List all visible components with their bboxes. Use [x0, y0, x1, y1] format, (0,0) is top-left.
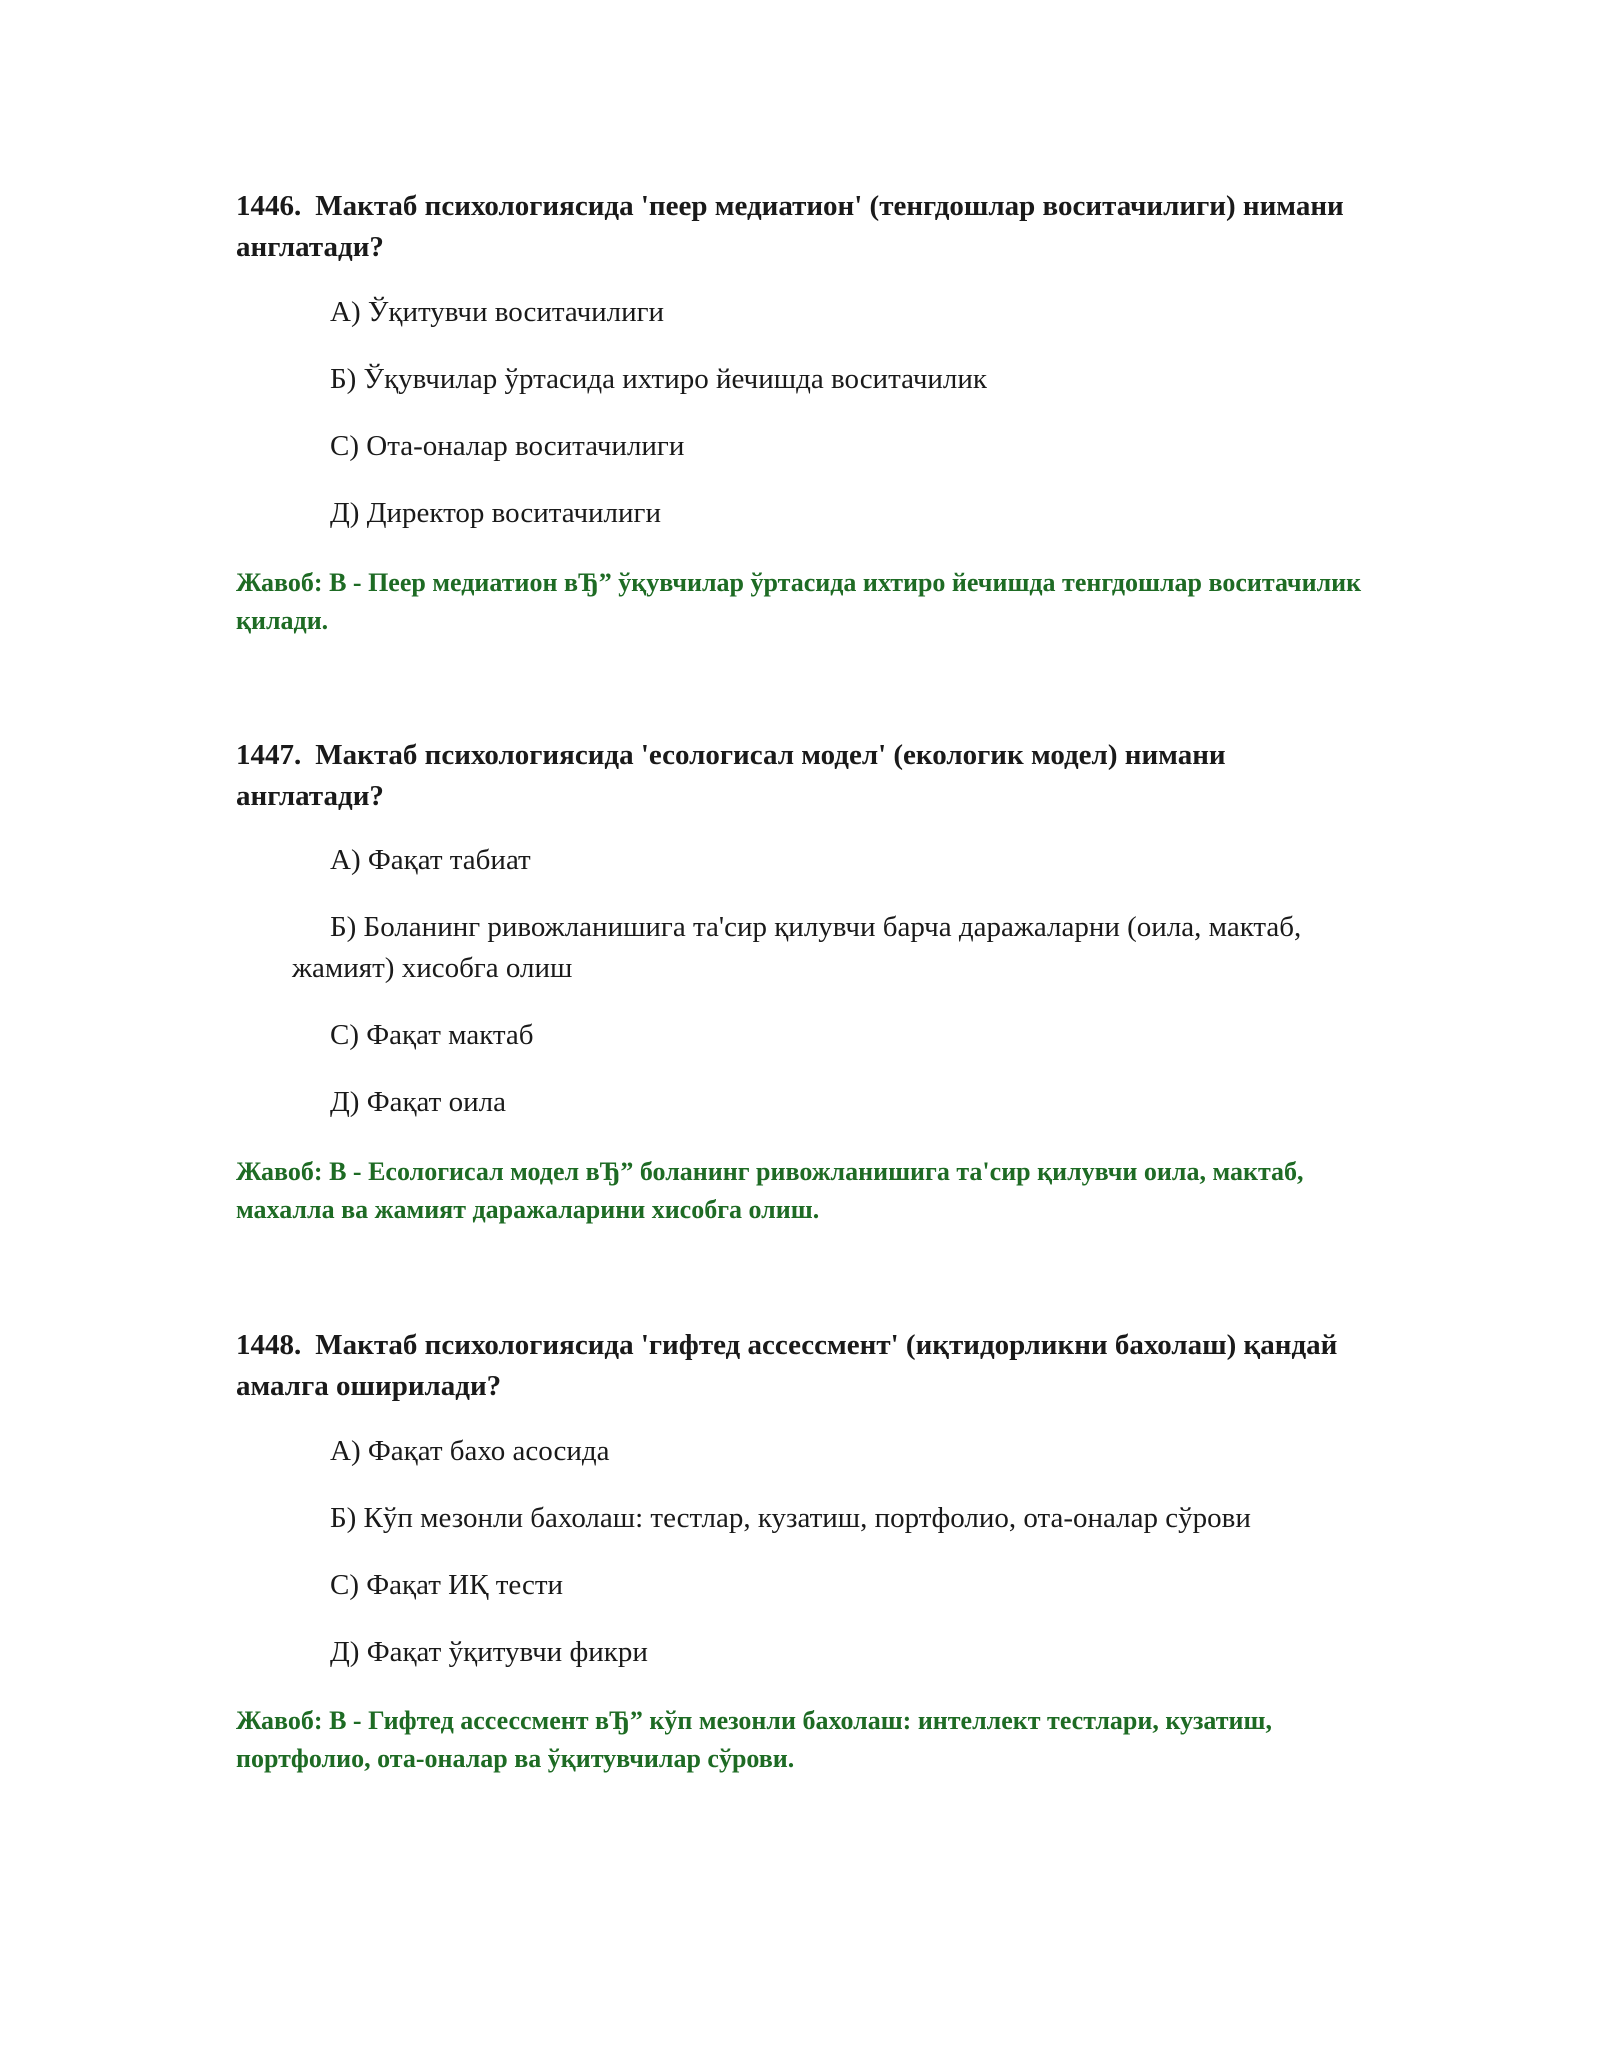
option-b: Б) Боланинг ривожланишига та'сир қилувчи барча даражаларни (оила, мактаб, жамият) хисобга олиш — [292, 911, 1302, 984]
question-number: 1446. — [236, 190, 302, 222]
option-item — [236, 426, 1366, 467]
answer-text: Жавоб: В - Пеер медиатион вЂ” ўқувчилар ўртасида ихтиро йечишда тенгдошлар воситачилик қилади. — [236, 568, 1362, 635]
question-text: Мактаб психологиясида 'гифтед ассессмент' (иқтидорликни бахолаш) қандай амалга оширилади? — [236, 1329, 1338, 1402]
option-item — [236, 1632, 1366, 1673]
question-heading — [236, 1325, 1366, 1407]
option-item — [236, 840, 1366, 881]
answer-text: Жавоб: В - Есологисал модел вЂ” боланинг ривожланишига та'сир қилувчи оила, мактаб, махалла ва жамият даражаларини хисобга олиш. — [236, 1157, 1304, 1224]
option-item — [236, 292, 1366, 333]
answer-text: Жавоб: В - Гифтед ассессмент вЂ” кўп мезонли бахолаш: интеллект тестлари, кузатиш, портфолио, ота-оналар ва ўқитувчилар сўрови. — [236, 1706, 1272, 1773]
option-item — [236, 1565, 1366, 1606]
answer-block — [236, 1702, 1366, 1778]
answer-block — [236, 564, 1366, 640]
question-number: 1447. — [236, 739, 302, 771]
question-text: Мактаб психологиясида 'пеер медиатион' (тенгдошлар воситачилиги) нимани англатади? — [236, 190, 1344, 263]
question-block — [236, 186, 1366, 268]
option-a: А) Ўқитувчи воситачилиги — [330, 296, 665, 328]
option-c: С) Фақат ИҚ тести — [330, 1569, 564, 1601]
question-number: 1448. — [236, 1329, 302, 1361]
option-item — [236, 907, 1366, 989]
option-item — [236, 1498, 1366, 1539]
option-item — [236, 493, 1366, 534]
question-heading — [236, 735, 1366, 817]
option-item — [236, 1015, 1366, 1056]
option-d: Д) Директор воситачилиги — [330, 497, 661, 529]
option-b: Б) Кўп мезонли бахолаш: тестлар, кузатиш, портфолио, ота-оналар сўрови — [330, 1502, 1251, 1534]
option-c: С) Ота-оналар воситачилиги — [330, 430, 685, 462]
option-c: С) Фақат мактаб — [330, 1019, 534, 1051]
answer-block — [236, 1153, 1366, 1229]
question-heading — [236, 186, 1366, 268]
option-item — [236, 359, 1366, 400]
option-d: Д) Фақат оила — [330, 1086, 506, 1118]
option-a: А) Фақат табиат — [330, 844, 531, 876]
question-block — [236, 735, 1366, 817]
option-d: Д) Фақат ўқитувчи фикри — [330, 1636, 648, 1668]
option-a: А) Фақат бахо асосида — [330, 1435, 610, 1467]
question-text: Мактаб психологиясида 'есологисал модел' (екологик модел) нимани англатади? — [236, 739, 1226, 812]
option-item — [236, 1431, 1366, 1472]
question-block — [236, 1325, 1366, 1407]
option-b: Б) Ўқувчилар ўртасида ихтиро йечишда воситачилик — [330, 363, 988, 395]
option-item — [236, 1082, 1366, 1123]
